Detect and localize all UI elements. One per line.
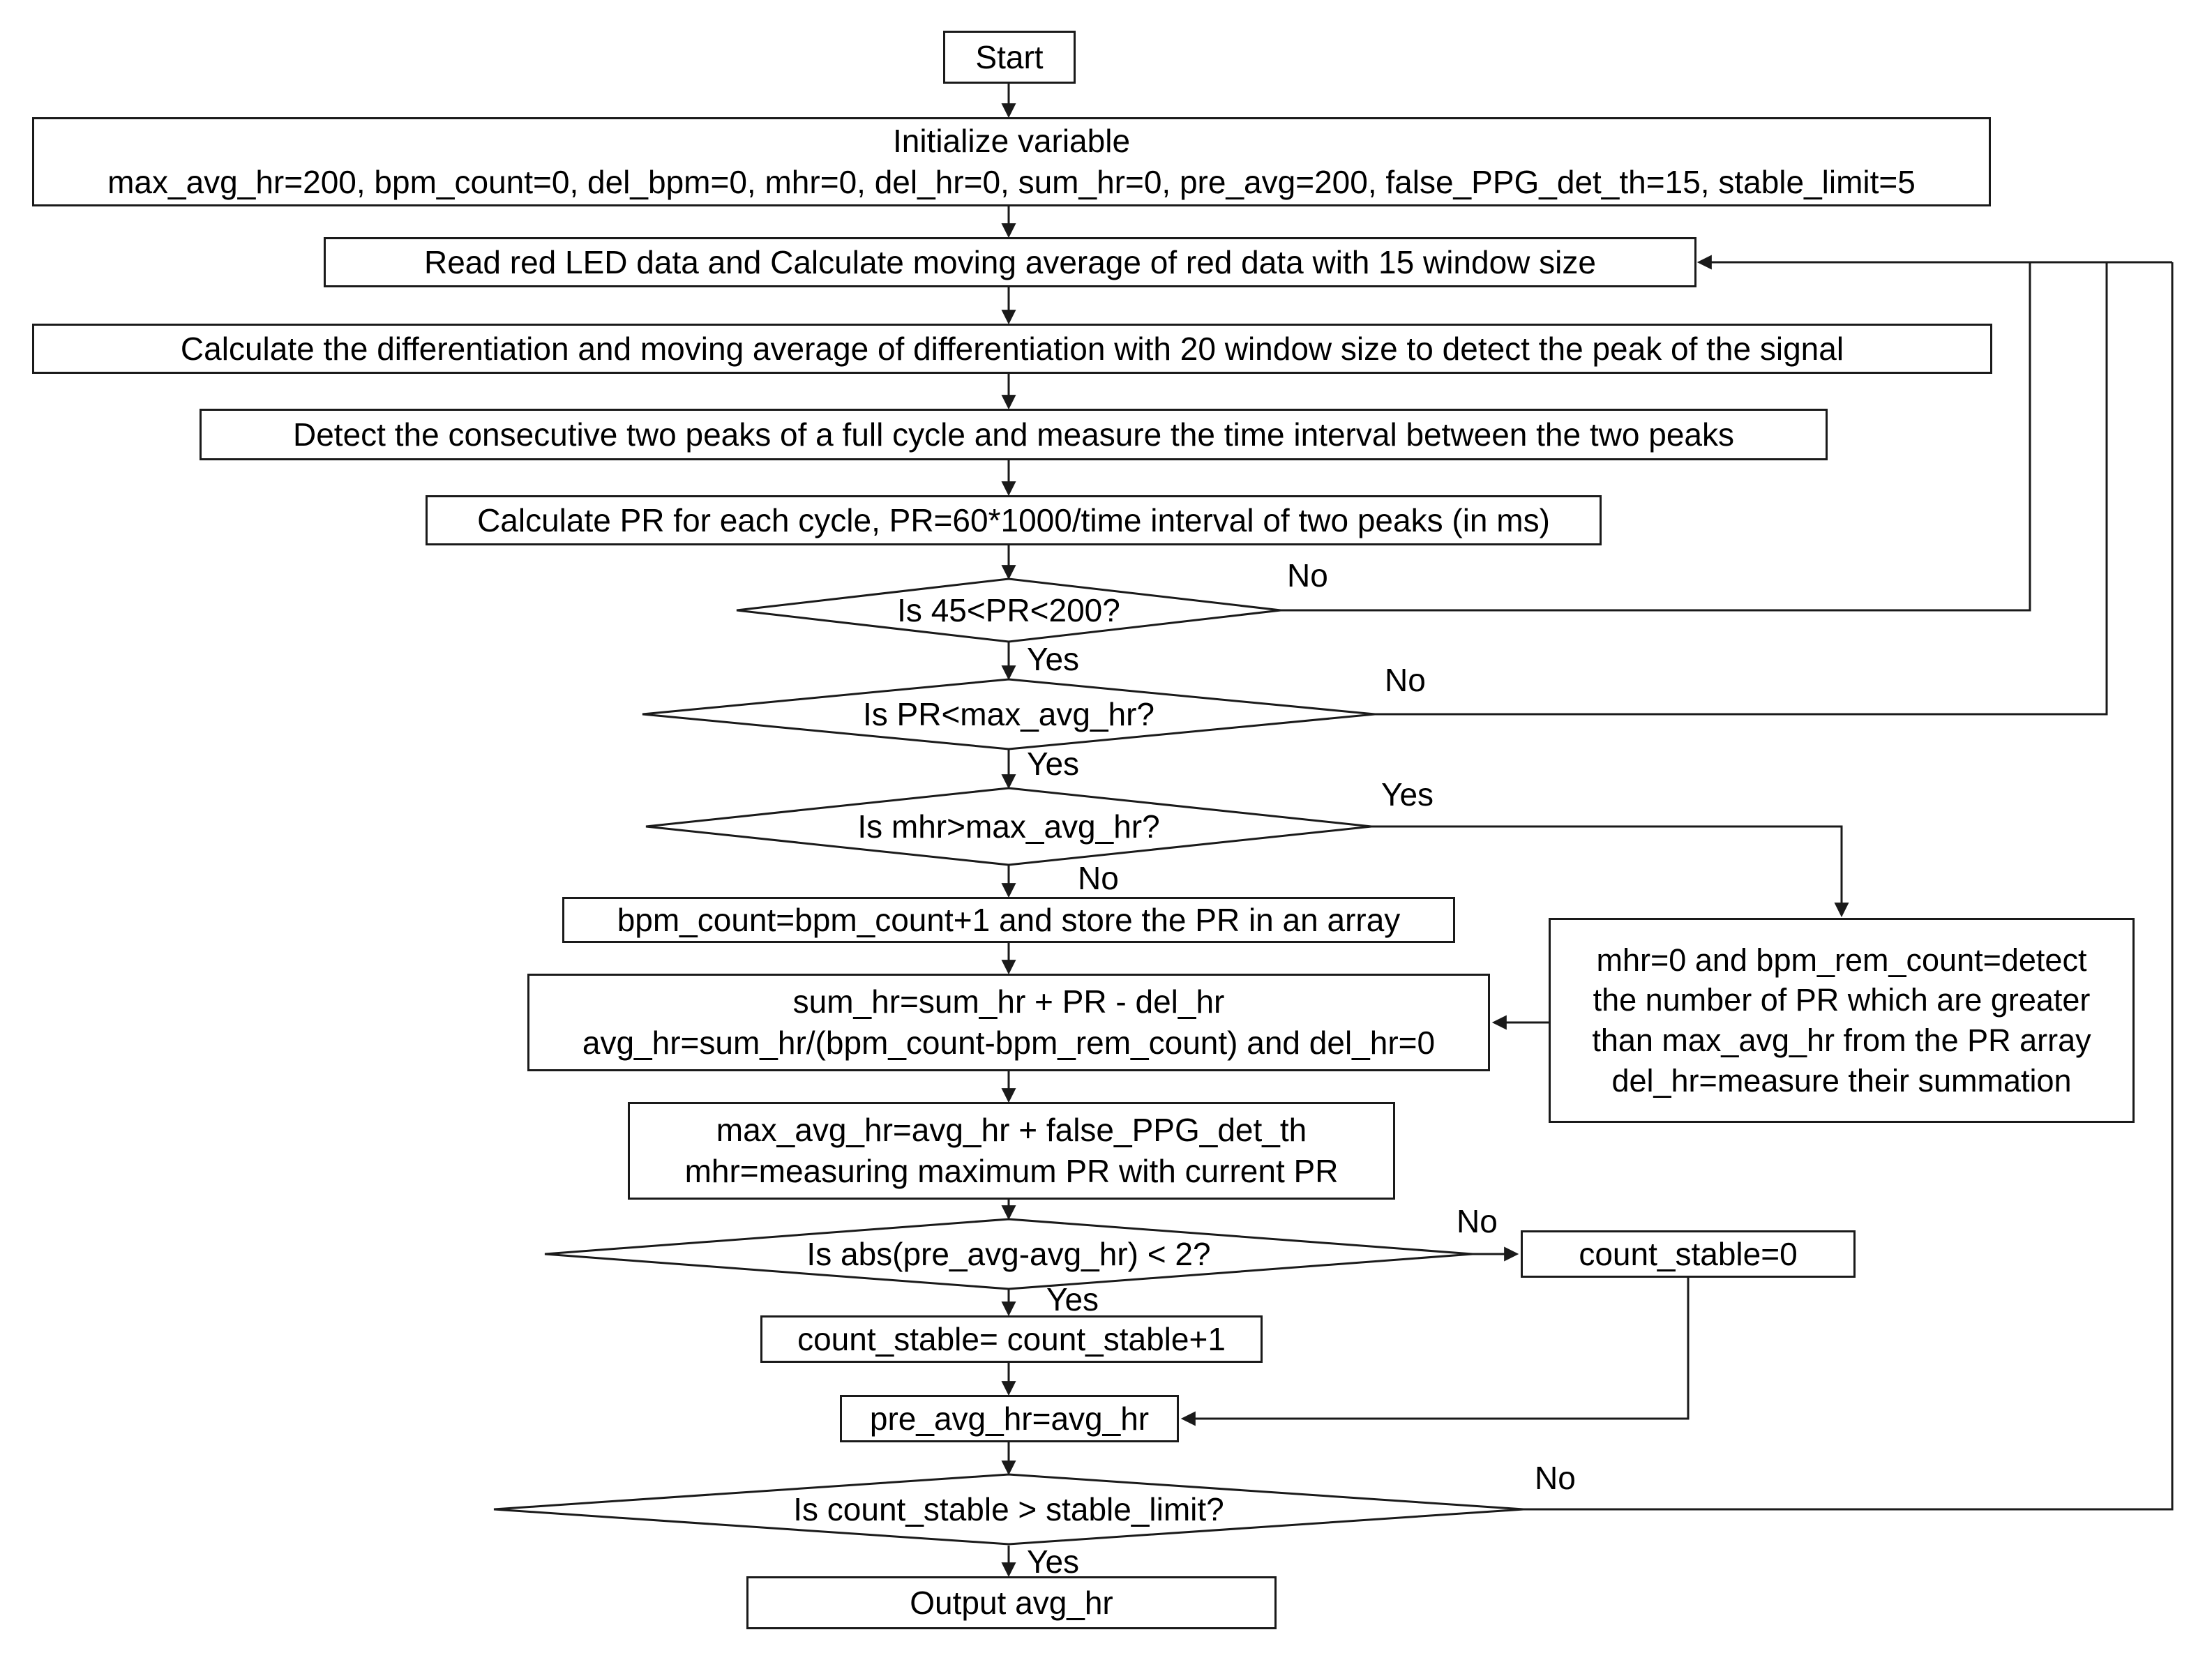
decision-stable-diff-label: Is abs(pre_avg-avg_hr) < 2? <box>806 1236 1211 1272</box>
label-d1-yes: Yes <box>1027 641 1080 677</box>
label-d5-yes: Yes <box>1027 1543 1080 1580</box>
label-d3-no: No <box>1078 860 1119 896</box>
node-bpm-count <box>562 897 1455 943</box>
node-detect-peaks-label: Detect the consecutive two peaks of a full cycle and measure the time interval between the two peaks <box>292 416 1734 453</box>
node-sum-avg-line2: avg_hr=sum_hr/(bpm_count-bpm_rem_count) and del_hr=0 <box>582 1025 1436 1061</box>
node-mhr-reset-line1: mhr=0 and bpm_rem_count=detect <box>1596 942 2087 978</box>
label-d4-no: No <box>1457 1203 1498 1239</box>
node-initialize-title: Initialize variable <box>892 123 1131 160</box>
node-output <box>746 1576 1277 1629</box>
decision-stable-limit-label: Is count_stable > stable_limit? <box>793 1491 1224 1527</box>
node-bpm-count-label: bpm_count=bpm_count+1 and store the PR in an array <box>617 901 1401 938</box>
label-d2-no: No <box>1385 662 1426 698</box>
node-start <box>943 31 1076 84</box>
node-read-led <box>324 237 1696 287</box>
node-mhr-reset <box>1549 918 2135 1123</box>
label-d3-yes: Yes <box>1381 776 1434 813</box>
node-output-label: Output avg_hr <box>910 1584 1113 1621</box>
node-calc-pr-label: Calculate PR for each cycle, PR=60*1000/time interval of two peaks (in ms) <box>477 501 1550 538</box>
node-max-avg-update-line2: mhr=measuring maximum PR with current PR <box>684 1153 1339 1189</box>
node-count-stable-inc <box>760 1315 1263 1363</box>
node-calc-diff <box>32 324 1992 374</box>
node-count-stable-inc-label: count_stable= count_stable+1 <box>797 1320 1226 1357</box>
node-count-stable-zero-label: count_stable=0 <box>1579 1235 1798 1272</box>
decision-pr-max-label: Is PR<max_avg_hr? <box>862 696 1155 732</box>
node-detect-peaks <box>200 409 1828 460</box>
node-calc-diff-label: Calculate the differentiation and moving average of differentiation with 20 window size to detect the peak of the signal <box>180 330 1844 367</box>
decision-mhr-max-label: Is mhr>max_avg_hr? <box>857 808 1160 845</box>
label-d4-yes: Yes <box>1046 1281 1099 1318</box>
node-read-led-label: Read red LED data and Calculate moving average of red data with 15 window size <box>424 243 1596 280</box>
label-d1-no: No <box>1287 557 1328 594</box>
node-calc-pr <box>426 495 1602 545</box>
node-mhr-reset-line2: the number of PR which are greater <box>1593 982 2091 1018</box>
node-sum-avg-line1: sum_hr=sum_hr + PR - del_hr <box>792 983 1225 1020</box>
decision-pr-range-label: Is 45<PR<200? <box>897 592 1120 628</box>
node-max-avg-update <box>628 1102 1395 1200</box>
node-pre-avg-label: pre_avg_hr=avg_hr <box>869 1400 1150 1437</box>
node-max-avg-update-line1: max_avg_hr=avg_hr + false_PPG_det_th <box>716 1112 1307 1149</box>
node-mhr-reset-line3: than max_avg_hr from the PR array <box>1592 1022 2091 1058</box>
label-d5-no: No <box>1535 1460 1576 1496</box>
node-initialize-values: max_avg_hr=200, bpm_count=0, del_bpm=0, mhr=0, del_hr=0, sum_hr=0, pre_avg=200, false_PPG_det_th=15, stable_limit=5 <box>107 164 1916 200</box>
label-d2-yes: Yes <box>1027 746 1080 782</box>
node-mhr-reset-line4: del_hr=measure their summation <box>1611 1062 2072 1099</box>
node-start-label: Start <box>975 38 1044 75</box>
node-initialize <box>32 117 1991 206</box>
node-pre-avg <box>840 1395 1179 1442</box>
node-count-stable-zero <box>1521 1230 1856 1278</box>
node-sum-avg <box>527 974 1490 1071</box>
